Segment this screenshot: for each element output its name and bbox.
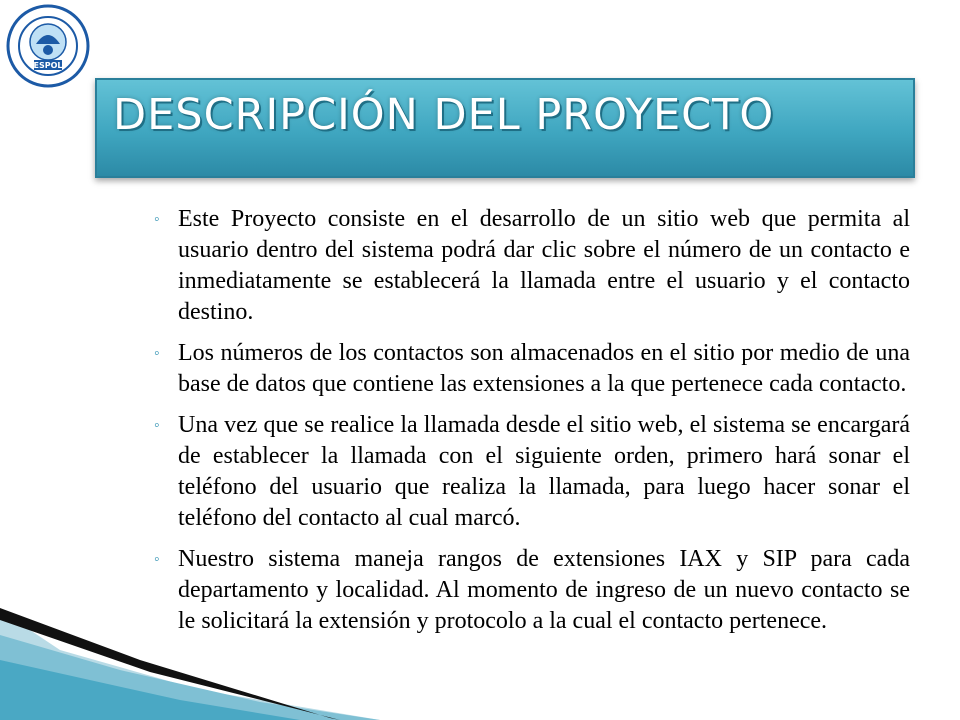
title-banner bbox=[95, 78, 915, 178]
list-item bbox=[150, 410, 910, 534]
list-item bbox=[150, 338, 910, 400]
bullet-icon: ◦ bbox=[154, 211, 160, 228]
espol-logo bbox=[6, 4, 90, 88]
bullet-list bbox=[150, 204, 910, 647]
bullet-icon: ◦ bbox=[154, 345, 160, 362]
bullet-text: Nuestro sistema maneja rangos de extensiones IAX y SIP para cada departamento y localidad. Al momento de ingreso de un nuevo contacto se le solicitará la extensión y protocolo a la cual el contacto pertenece. bbox=[178, 546, 910, 634]
bullet-text: Una vez que se realice la llamada desde el sitio web, el sistema se encargará de establecer la llamada con el siguiente orden, primero hará sonar el teléfono del usuario que realiza la llamada, para luego hacer sonar el teléfono del contacto al cual marcó. bbox=[178, 412, 910, 531]
page-title: DESCRIPCIÓN DEL PROYECTO bbox=[113, 90, 775, 140]
bullet-icon: ◦ bbox=[154, 417, 160, 434]
list-item bbox=[150, 204, 910, 328]
svg-text:ESPOL: ESPOL bbox=[33, 61, 63, 70]
decorative-swoosh bbox=[0, 590, 380, 720]
bullet-text: Este Proyecto consiste en el desarrollo de un sitio web que permita al usuario dentro del sistema podrá dar clic sobre el número de un contacto e inmediatamente se establecerá la llamada entre el usuario y el contacto destino. bbox=[178, 206, 910, 325]
bullet-icon: ◦ bbox=[154, 551, 160, 568]
bullet-text: Los números de los contactos son almacenados en el sitio por medio de una base de datos que contiene las extensiones a la que pertenece cada contacto. bbox=[178, 340, 910, 397]
